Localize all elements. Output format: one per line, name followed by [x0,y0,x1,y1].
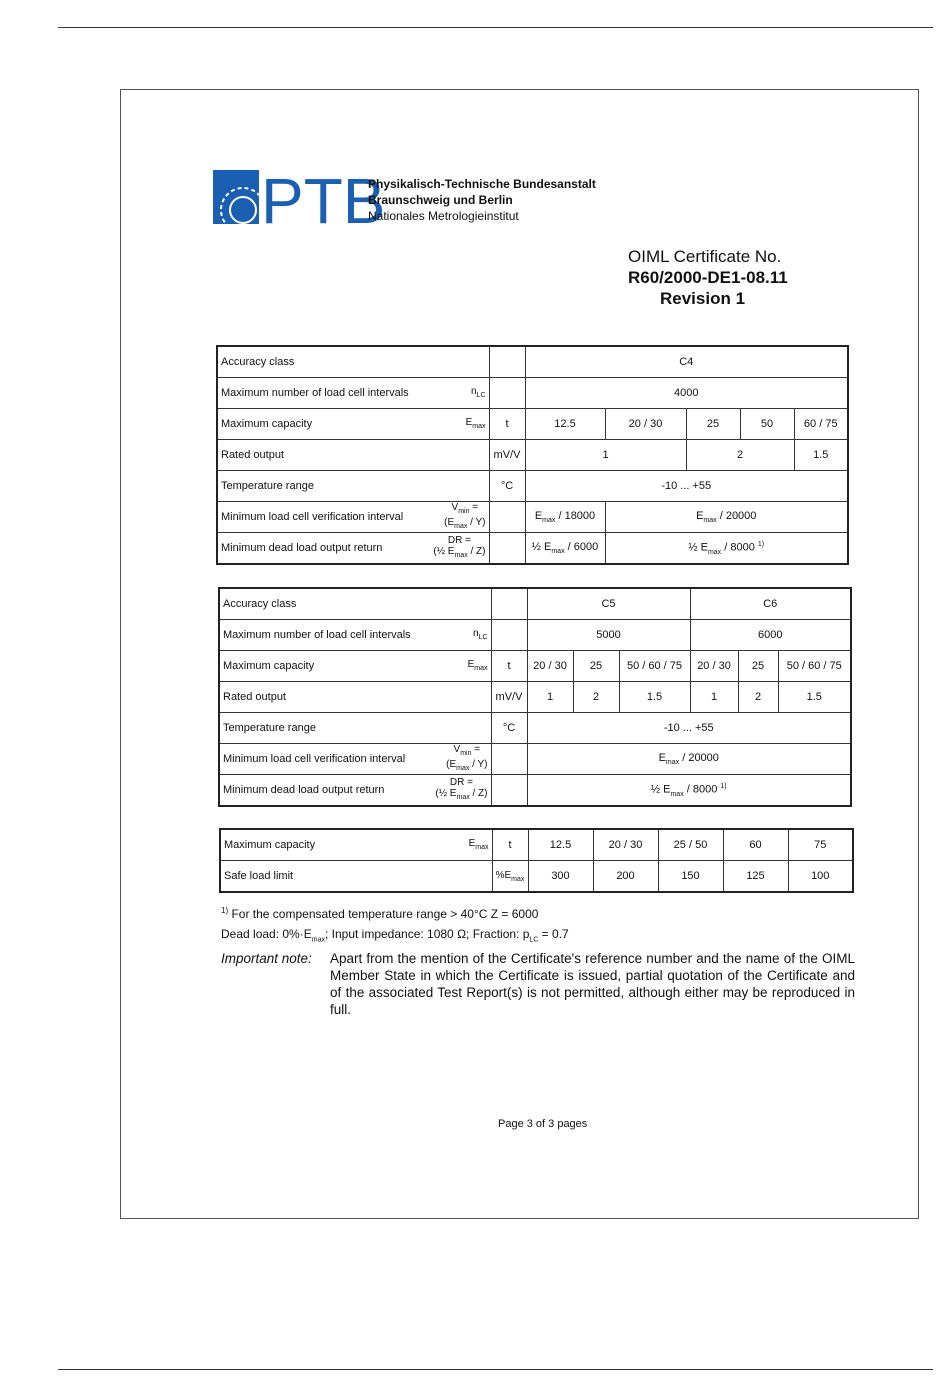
institute-name [368,176,596,224]
dr-label: Minimum dead load output return [223,784,385,796]
emax-value: 25 [686,409,740,440]
important-note-label: Important note: [221,951,312,966]
emax-value: 20 / 30 [527,651,573,682]
institute-line-1: Physikalisch-Technische Bundesanstalt [368,177,596,191]
emax-value: 50 [740,409,794,440]
safe-load-value: 125 [723,861,788,893]
certificate-revision: Revision 1 [660,289,746,308]
rated-output-value: 2 [738,682,778,713]
table-row [220,861,853,893]
important-note [221,950,855,1018]
emax-value: 20 / 30 [690,651,738,682]
table-row [219,744,851,775]
vmin-value: $E_{max} / 20000$ [527,744,851,775]
rated-output-value: 2 [573,682,619,713]
top-rule [58,27,933,28]
emax-value: 25 / 50 [658,829,723,861]
emax-value: 75 [788,829,853,861]
safe-load-unit: $\%E_{max}$ [492,861,528,893]
temperature-unit: °C [491,713,527,744]
table-row [220,829,853,861]
safe-load-value: 150 [658,861,723,893]
safe-load-value: 100 [788,861,853,893]
vmin-symbol: $V_{min}$ = $(E_{max} / Y)$ [446,744,488,772]
accuracy-class-value: C5 [527,588,690,620]
bottom-rule [58,1369,933,1370]
dr-value: ½ $E_{max} / 6000$ [525,533,605,565]
accuracy-class-value: C4 [525,346,848,378]
rated-output-value: 1 [525,440,686,471]
nlc-value: 4000 [525,378,848,409]
table-row [217,409,848,440]
vmin-value: $E_{max} / 20000$ [605,502,848,533]
emax-unit: t [489,409,525,440]
emax-label: Maximum capacity [221,418,313,430]
rated-output-unit: mV/V [489,440,525,471]
rated-output-label: Rated output [219,682,491,713]
vmin-label: Minimum load cell verification interval [221,511,404,523]
rated-output-value: 1.5 [619,682,690,713]
dr-label: Minimum dead load output return [221,542,383,554]
rated-output-value: 1.5 [794,440,848,471]
emax-value: 20 / 30 [593,829,658,861]
emax-value: 12.5 [525,409,605,440]
emax-value: 25 [573,651,619,682]
emax-value: 25 [738,651,778,682]
important-note-text: Apart from the mention of the Certificate's reference number and the name of the OIML Member State in which the Certificate is issued, partial quotation of the Certificate and of the associated Test Report(s) is not permitted, although either may be reproduced in full. [330,951,855,1017]
emax-symbol: $E_{max}$ [467,658,488,672]
table-row [219,651,851,682]
emax-label: Maximum capacity [223,660,315,672]
nlc-value: 5000 [527,620,690,651]
footnotes [221,901,569,950]
table-row [219,713,851,744]
accuracy-class-label: Accuracy class [219,588,491,620]
accuracy-class-value: C6 [690,588,851,620]
nlc-label: Maximum number of load cell intervals [221,387,409,399]
table-row [219,682,851,713]
table-row [217,346,848,378]
page-number: Page 3 of 3 pages [498,1118,588,1130]
rated-output-value: 1.5 [778,682,851,713]
temperature-range-value: -10 ... +55 [525,471,848,502]
rated-output-label: Rated output [217,440,489,471]
table-safe-load [219,828,854,893]
rated-output-unit: mV/V [491,682,527,713]
safe-load-value: 300 [528,861,593,893]
rated-output-value: 2 [686,440,794,471]
emax-unit: t [492,829,528,861]
table-c4 [216,345,849,565]
emax-symbol: $E_{max}$ [468,837,489,851]
emax-unit: t [491,651,527,682]
safe-load-value: 200 [593,861,658,893]
nlc-label: Maximum number of load cell intervals [223,629,411,641]
emax-value: 60 [723,829,788,861]
nlc-value: 6000 [690,620,851,651]
nlc-symbol: $n_{LC}$ [472,627,488,641]
emax-value: 50 / 60 / 75 [778,651,851,682]
emax-symbol: $E_{max}$ [465,416,486,430]
emax-value: 60 / 75 [794,409,848,440]
temperature-range-value: -10 ... +55 [527,713,851,744]
temperature-range-label: Temperature range [219,713,491,744]
temperature-unit: °C [489,471,525,502]
dr-value: ½ $E_{max} / 8000$ $^{1)}$ [605,533,848,565]
vmin-value: $E_{max} / 18000$ [525,502,605,533]
table-row [219,588,851,620]
table-row [217,378,848,409]
table-row [219,775,851,807]
institute-line-2: Braunschweig und Berlin [368,193,513,207]
emax-value: 50 / 60 / 75 [619,651,690,682]
table-row [219,620,851,651]
emax-label: Maximum capacity [224,839,316,851]
table-row [217,471,848,502]
certificate-number: R60/2000-DE1-08.11 [628,268,788,287]
vmin-symbol: $V_{min}$ = $(E_{max} / Y)$ [444,502,486,530]
temperature-range-label: Temperature range [217,471,489,502]
table-c5-c6 [218,587,852,807]
certificate-heading: OIML Certificate No. [628,247,782,266]
rated-output-value: 1 [690,682,738,713]
ptb-logo-text: PTB [261,165,386,237]
rated-output-value: 1 [527,682,573,713]
table-row [217,502,848,533]
table-row [217,440,848,471]
certificate-header [628,246,788,309]
dr-symbol: DR = (½ $E_{max} / Z$) [433,535,486,559]
emax-value: 12.5 [528,829,593,861]
dead-load-note: Dead load: $0\%\cdot E_{max}$; Input impedance: 1080 Ω; Fraction: $p_{LC} = 0.7$ [221,927,569,944]
table-row [217,533,848,565]
ptb-logo [213,165,386,237]
dr-symbol: DR = (½ $E_{max} / Z$) [435,777,488,801]
dr-value: ½ $E_{max} / 8000$ $^{1)}$ [527,775,851,807]
safe-load-label: Safe load limit [220,861,492,893]
nlc-symbol: $n_{LC}$ [470,385,486,399]
accuracy-class-label: Accuracy class [217,346,489,378]
footnote-1: $^{1)}$ For the compensated temperature range > 40°C Z = 6000 [221,906,539,921]
emax-value: 20 / 30 [605,409,686,440]
vmin-label: Minimum load cell verification interval [223,753,406,765]
institute-line-3: Nationales Metrologieinstitut [368,209,519,223]
